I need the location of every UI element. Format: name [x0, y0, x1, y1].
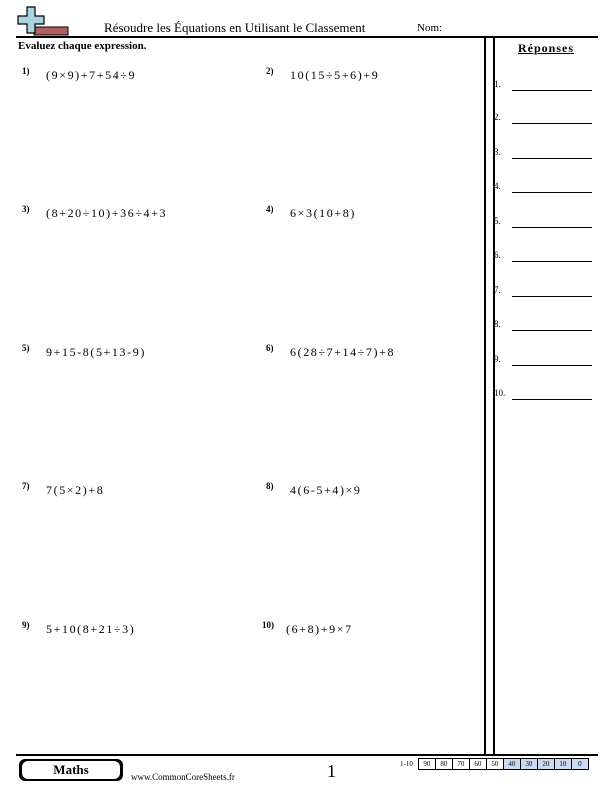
answer-label: 9. — [494, 354, 501, 364]
score-table — [398, 758, 589, 770]
footer-divider — [16, 754, 598, 756]
problem-number: 4) — [266, 204, 274, 214]
name-label: Nom: — [417, 22, 443, 34]
problem-4 — [266, 204, 356, 222]
problem-expression: 5+10(8+21÷3) — [46, 622, 136, 636]
score-range: 1-10 — [400, 760, 413, 768]
logo-icon — [16, 6, 70, 36]
worksheet-title: Résoudre les Équations en Utilisant le Classement — [104, 20, 366, 35]
problem-expression: 6(28÷7+14÷7)+8 — [290, 345, 396, 359]
score-cell: 80 — [435, 759, 452, 770]
problem-number: 9) — [22, 620, 30, 630]
answer-line-2[interactable] — [494, 112, 594, 126]
problem-number: 1) — [22, 66, 30, 76]
answer-line-5[interactable] — [494, 216, 594, 230]
answer-line-1[interactable] — [494, 79, 594, 93]
problem-number: 5) — [22, 343, 30, 353]
problem-expression: 6×3(10+8) — [290, 206, 356, 220]
problem-6 — [266, 343, 395, 361]
problem-expression: (8+20÷10)+36÷4+3 — [46, 206, 168, 220]
problem-number: 8) — [266, 481, 274, 491]
answer-line-4[interactable] — [494, 181, 594, 195]
problem-number: 3) — [22, 204, 30, 214]
website-link: www.CommonCoreSheets.fr — [131, 772, 235, 782]
problem-1 — [22, 66, 136, 84]
problem-expression: (6+8)+9×7 — [286, 622, 353, 636]
score-cell: 70 — [452, 759, 469, 770]
answer-label: 8. — [494, 319, 501, 329]
problem-number: 7) — [22, 481, 30, 491]
instructions: Evaluez chaque expression. — [18, 40, 147, 52]
answer-line-3[interactable] — [494, 147, 594, 161]
page-number: 1 — [327, 761, 336, 781]
answer-label: 5. — [494, 216, 501, 226]
score-cell: 40 — [503, 759, 520, 770]
problem-expression: 9+15-8(5+13-9) — [46, 345, 146, 359]
answer-label: 2. — [494, 112, 501, 122]
score-cell: 50 — [486, 759, 503, 770]
problem-expression: 4(6-5+4)×9 — [290, 483, 362, 497]
problem-9 — [22, 620, 135, 638]
answer-label: 10. — [494, 388, 506, 398]
subject-label: Maths — [22, 761, 120, 779]
score-cell: 0 — [571, 759, 588, 770]
answer-label: 6. — [494, 250, 501, 260]
problem-3 — [22, 204, 167, 222]
score-cell: 30 — [520, 759, 537, 770]
score-cell: 90 — [418, 759, 435, 770]
answer-line-9[interactable] — [494, 354, 594, 368]
problem-number: 2) — [266, 66, 274, 76]
problem-expression: 7(5×2)+8 — [46, 483, 105, 497]
score-cell: 20 — [537, 759, 554, 770]
problem-expression: 10(15÷5+6)+9 — [290, 68, 380, 82]
answer-line-8[interactable] — [494, 319, 594, 333]
answer-line-7[interactable] — [494, 285, 594, 299]
answer-label: 7. — [494, 285, 501, 295]
problem-number: 10) — [262, 620, 274, 630]
answer-label: 4. — [494, 181, 501, 191]
problem-expression: (9×9)+7+54÷9 — [46, 68, 137, 82]
problem-7 — [22, 481, 104, 499]
problem-10 — [262, 620, 353, 638]
problem-2 — [266, 66, 379, 84]
problem-number: 6) — [266, 343, 274, 353]
answer-label: 3. — [494, 147, 501, 157]
header-divider — [16, 36, 598, 38]
answer-line-10[interactable] — [494, 388, 594, 402]
score-cell: 10 — [554, 759, 571, 770]
answer-label: 1. — [494, 79, 501, 89]
score-cell: 60 — [469, 759, 486, 770]
answer-line-6[interactable] — [494, 250, 594, 264]
answers-title: Réponses — [517, 41, 574, 55]
problem-5 — [22, 343, 146, 361]
problem-8 — [266, 481, 362, 499]
